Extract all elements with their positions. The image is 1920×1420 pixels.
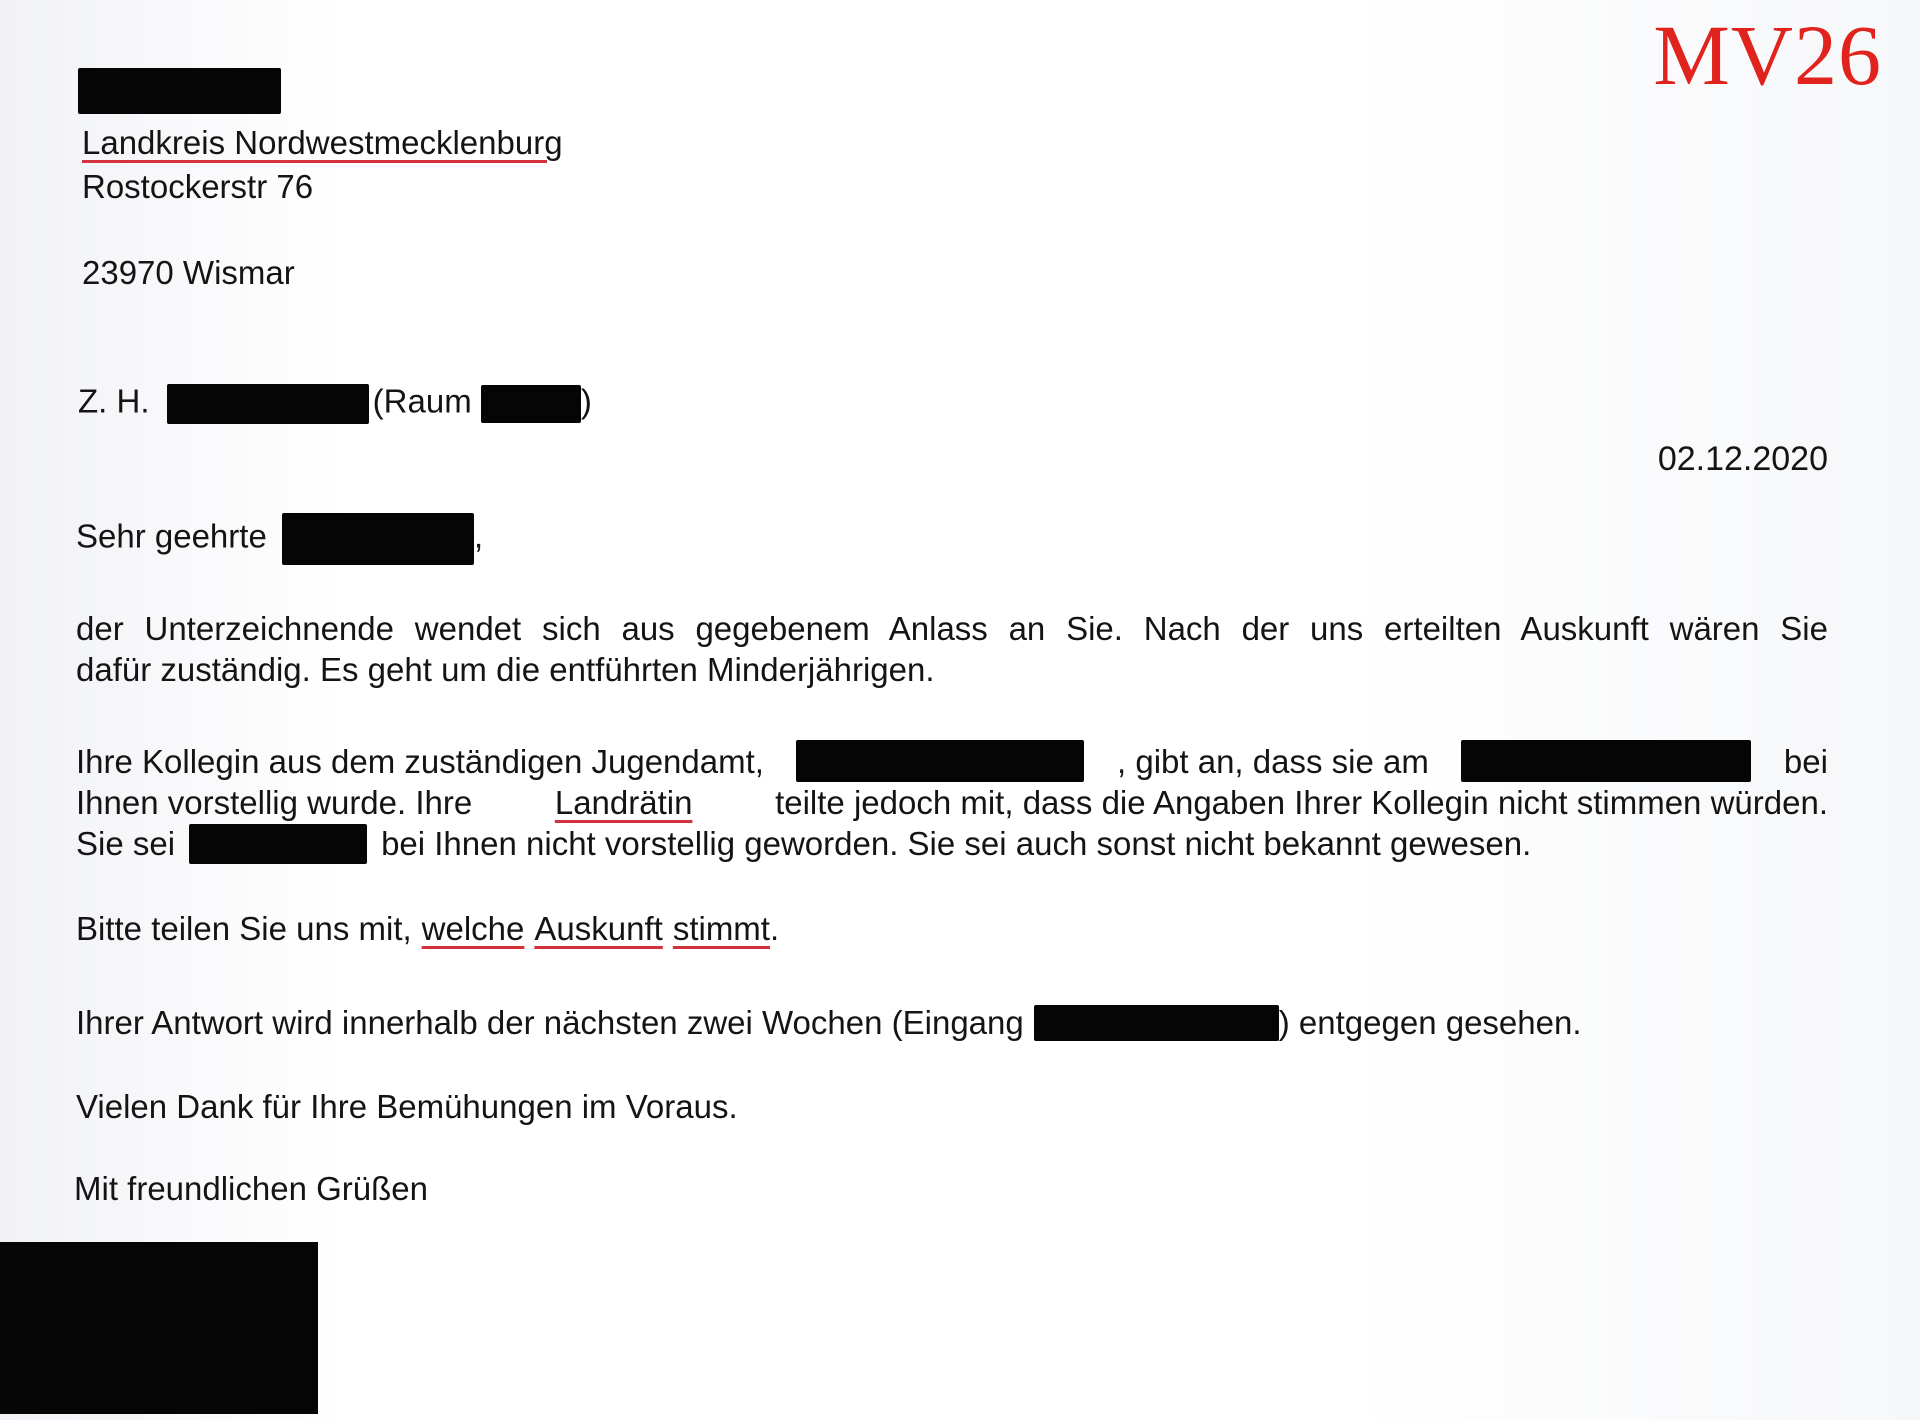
- recipient-street: Rostockerstr 76: [82, 168, 314, 205]
- paragraph-5-line: [76, 1086, 1828, 1127]
- p2-line1-a: Ihre Kollegin aus dem zuständigen Jugendamt,: [76, 742, 764, 780]
- paragraph-5: [76, 1086, 1828, 1127]
- jugendamt-name-redaction: [796, 740, 1084, 782]
- room-suffix: ): [580, 382, 592, 420]
- p3-underlined-word-2: Auskunft: [534, 910, 663, 947]
- p3-underlined-word-3: stimmt: [672, 910, 770, 947]
- recipient-org: [82, 126, 563, 159]
- p2-line3-b: bei Ihnen nicht vorstellig geworden. Sie sei auch sonst nicht bekannt gewesen.: [381, 825, 1532, 862]
- paragraph-4: [76, 1002, 1828, 1043]
- salutation-name-redaction: [282, 513, 474, 565]
- paragraph-3-line: [76, 908, 1828, 949]
- period-redaction: [189, 824, 367, 864]
- attention-prefix: Z. H.: [78, 382, 150, 420]
- p2-line2-a: Ihnen vorstellig wurde. Ihre: [76, 784, 473, 821]
- paragraph-2-line-3: [76, 823, 1828, 864]
- paragraph-1-line-2: [76, 649, 1828, 690]
- visit-date-redaction: [1461, 740, 1751, 782]
- closing: [74, 1168, 1826, 1209]
- salutation-text: Sehr geehrte: [76, 517, 267, 555]
- p2-line2-b: teilte jedoch mit, dass die Angaben Ihrer Kollegin nicht stimmen würden.: [775, 784, 1828, 821]
- attention-name-redaction: [167, 384, 369, 424]
- p2-line1-b: , gibt an, dass sie am: [1117, 742, 1429, 780]
- salutation: [76, 513, 483, 565]
- attention-line: [78, 384, 592, 424]
- p1-line2-text: dafür zuständig. Es geht um die entführten Minderjährigen.: [76, 651, 935, 688]
- p5-text: Vielen Dank für Ihre Bemühungen im Voraus.: [76, 1088, 738, 1125]
- signature-redaction: [0, 1242, 318, 1414]
- room-number-redaction: [481, 385, 581, 423]
- p3-underlined-word-1: welche: [421, 910, 525, 947]
- paragraph-2-line-2: [76, 782, 1828, 823]
- salutation-comma: ,: [473, 517, 484, 555]
- p3-period: .: [769, 910, 780, 947]
- paragraph-1-line-1: [76, 608, 1828, 649]
- paragraph-4-line: [76, 1002, 1828, 1043]
- p3-text: Bitte teilen Sie uns mit,: [76, 910, 412, 947]
- closing-text: Mit freundlichen Grüßen: [74, 1170, 428, 1207]
- deadline-redaction: [1034, 1005, 1279, 1041]
- p4-text-a: Ihrer Antwort wird innerhalb der nächsten zwei Wochen (Eingang: [76, 1004, 1024, 1041]
- pen-scribble: [980, 0, 1110, 20]
- p2-line1-c: bei: [1783, 742, 1828, 780]
- letter-date: 02.12.2020: [1657, 440, 1828, 478]
- p2-line3-a: Sie sei: [76, 825, 176, 862]
- red-stamp-label: MV26: [1653, 7, 1882, 103]
- paragraph-2: [76, 740, 1828, 864]
- paragraph-2-line-1: [76, 740, 1828, 782]
- paragraph-3: [76, 908, 1828, 949]
- room-prefix: (Raum: [372, 382, 472, 420]
- recipient-org-text: Landkreis Nordwestmecklenburg: [82, 124, 563, 161]
- p1-line1-text: der Unterzeichnende wendet sich aus gegebenem Anlass an Sie. Nach der uns erteilten Auskunft wären Sie: [76, 610, 1828, 647]
- closing-line: [74, 1168, 1826, 1209]
- p2-line2-underlined-word: Landrätin: [554, 784, 693, 821]
- sender-redaction: [78, 68, 281, 114]
- p4-text-b: ) entgegen gesehen.: [1278, 1004, 1582, 1041]
- recipient-city: 23970 Wismar: [82, 254, 295, 291]
- paragraph-1: [76, 608, 1828, 690]
